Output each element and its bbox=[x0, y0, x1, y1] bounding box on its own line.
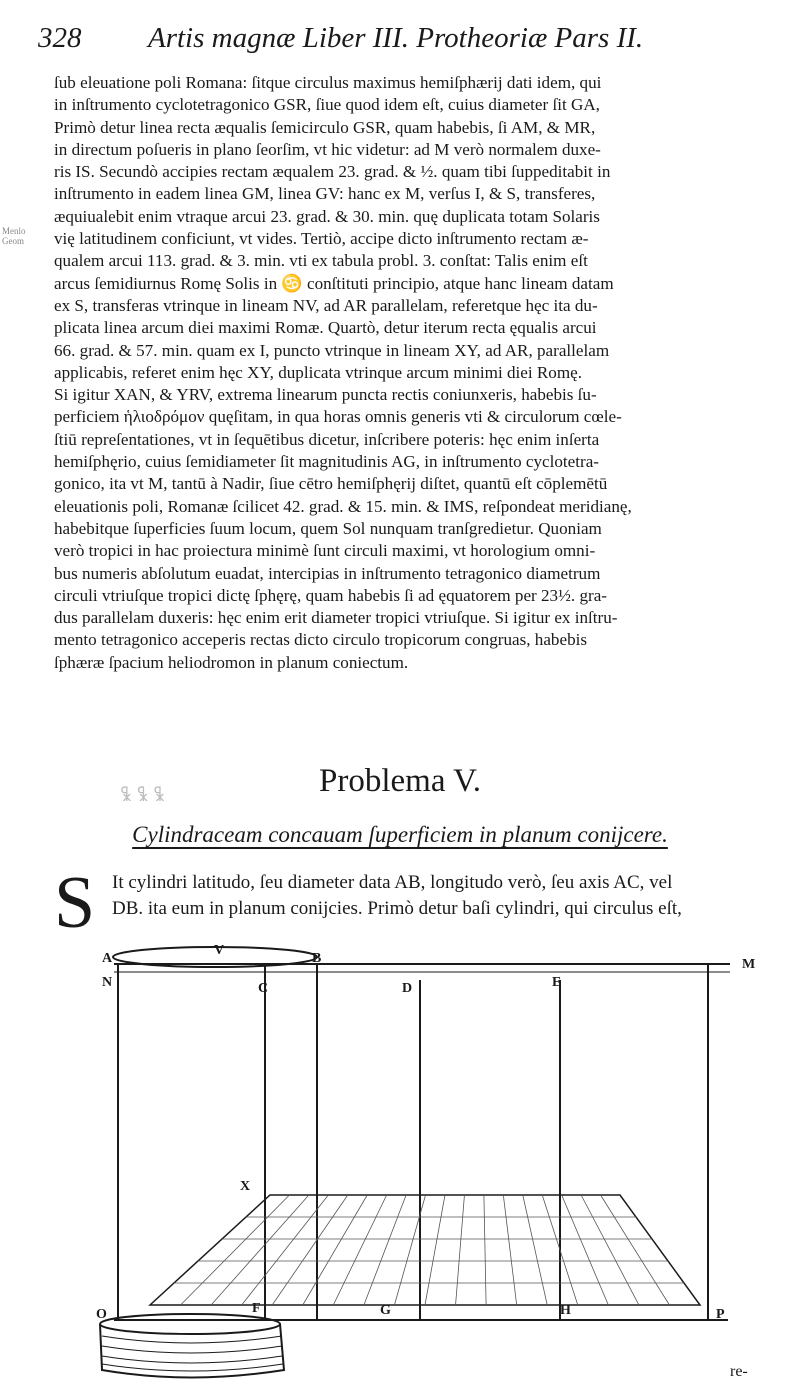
text-line: qualem arcui 113. grad. & 3. min. vti ex tabula probl. 3. conſtat: Talis enim eſt bbox=[54, 251, 588, 271]
text-line: bus numeris abſolutum euadat, intercipias in inſtrumento tetragonico diametrum bbox=[54, 563, 601, 583]
projected-surface bbox=[150, 1195, 700, 1305]
text-line: mento tetragonico acceperis rectas dicto circulo tropicorum congruas, habebis bbox=[54, 630, 588, 650]
grid-line-vertical bbox=[484, 1195, 486, 1305]
label-f: F bbox=[252, 1301, 261, 1316]
grid-line-vertical bbox=[456, 1195, 465, 1305]
running-head-title: Artis magnæ Liber III. Protheoriæ Pars II. bbox=[148, 22, 644, 54]
grid-line-vertical bbox=[181, 1195, 290, 1305]
text-line: inſtrumento in eadem linea GM, linea GV: hanc ex M, verſus I, & S, transferes, bbox=[54, 184, 596, 204]
catchword: re- bbox=[730, 1363, 748, 1380]
text-line: hemiſphęrio, cuius ſemidiameter ſit magnitudinis AG, in inſtrumento cyclotetra- bbox=[54, 452, 599, 472]
text-line: perficiem ἡλιοδρόμον quęſitam, in qua horas omnis generis vti & circulorum cœle- bbox=[54, 407, 622, 427]
text-line: eleuationis poli, Romanæ ſcilicet 42. grad. & 15. min. & IMS, reſpondeat meridianę, bbox=[54, 496, 632, 516]
label-c: C bbox=[258, 981, 269, 996]
text-line: vię latitudinem conficiunt, vt vides. Tertiò, accipe dicto inſtrumento rectam æ- bbox=[54, 229, 589, 249]
drop-capital: S bbox=[54, 862, 96, 944]
surface-grid bbox=[174, 1195, 684, 1305]
label-b: B bbox=[312, 951, 322, 966]
grid-line-vertical bbox=[581, 1195, 639, 1305]
text-line: circuli vtriuſque tropici dictę ſphęrę, quam habebis ſi ad ęquatorem per 23½. gra- bbox=[54, 585, 607, 605]
text-line: ex S, transferas vtrinque in lineam NV, ad AR parallelam, referetque hęc ita du- bbox=[54, 295, 598, 315]
text-line: ſphæræ ſpacium heliodromon in planum coniectum. bbox=[54, 652, 409, 672]
problem-subtitle: Cylindraceam concauam ſuperficiem in planum conijcere. bbox=[132, 822, 668, 847]
grid-line-vertical bbox=[523, 1195, 547, 1305]
text-line: gonico, ita vt M, tantū à Nadir, ſiue cētro hemiſphęrij diſtet, quantū eſt cōplemētū bbox=[54, 474, 608, 494]
label-x: X bbox=[240, 1179, 251, 1194]
body-paragraph bbox=[54, 72, 784, 674]
grid-line-vertical bbox=[272, 1195, 348, 1305]
label-d: D bbox=[402, 981, 413, 996]
text-line: applicabis, referet enim hęc XY, duplicata vtrinque arcum minimi diei Romę. bbox=[54, 362, 583, 382]
grid-line-vertical bbox=[242, 1195, 329, 1305]
page-number: 328 bbox=[38, 22, 82, 54]
grid-line-vertical bbox=[211, 1195, 309, 1305]
problem-paragraph bbox=[112, 870, 782, 922]
cylinder-projection-figure bbox=[90, 940, 790, 1380]
grid-line-vertical bbox=[333, 1195, 386, 1305]
text-line: ſub eleuatione poli Romana: ſitque circulus maximus hemiſphærij dati idem, qui bbox=[54, 73, 602, 92]
text-line: in directum poſueris in plano ſeorſim, vt hic videtur: ad M verò normalem duxe- bbox=[54, 139, 601, 159]
running-head bbox=[38, 22, 778, 62]
label-a: A bbox=[102, 951, 113, 966]
grid-line-vertical bbox=[364, 1195, 406, 1305]
label-n: N bbox=[102, 975, 113, 990]
text-line: verò tropici in hac proiectura minimè ſunt circuli maximi, vt horologium omni- bbox=[54, 541, 596, 561]
text-line: habebitque ſuperficies ſuum locum, quem Sol nunquam tranſgredietur. Quoniam bbox=[54, 518, 602, 538]
label-e: E bbox=[552, 975, 562, 990]
label-h: H bbox=[560, 1303, 571, 1318]
text-line: æquiualebit enim vtraque arcui 23. grad. & 30. min. quę duplicata totam Solaris bbox=[54, 206, 600, 226]
cylinder-base bbox=[100, 1314, 284, 1378]
text-line: dus parallelam duxeris: hęc enim erit diameter tropici vtriuſque. Si igitur ex inſtru- bbox=[54, 608, 618, 628]
text-line: It cylindri latitudo, ſeu diameter data AB, longitudo verò, ſeu axis AC, vel bbox=[112, 872, 673, 893]
margin-note: Menlo Geom bbox=[2, 226, 26, 246]
text-line: in inſtrumento cyclotetragonico GSR, ſiue quod idem eſt, cuius diameter ſit GA, bbox=[54, 95, 600, 115]
text-line: DB. ita eum in planum conijcies. Primò detur baſi cylindri, qui circulus eſt, bbox=[112, 898, 682, 919]
text-line: Primò detur linea recta æqualis ſemicirculo GSR, quam habebis, ſi AM, & MR, bbox=[54, 117, 596, 137]
text-line: 66. grad. & 57. min. quam ex I, puncto vtrinque in lineam XY, ad AR, parallelam bbox=[54, 340, 610, 360]
text-line: ris IS. Secundò accipies rectam æqualem 23. grad. & ½. quam tibi ſuppeditabit in bbox=[54, 162, 611, 182]
text-line: arcus ſemidiurnus Romę Solis in ♋ conſtituti principio, atque hanc lineam datam bbox=[54, 273, 614, 293]
grid-line-vertical bbox=[303, 1195, 367, 1305]
text-line: ſtiū repreſentationes, vt in ſequētibus dicetur, inſcribere poteris: hęc enim inſerta bbox=[54, 429, 600, 449]
label-o: O bbox=[96, 1307, 107, 1322]
grid-line-vertical bbox=[503, 1195, 516, 1305]
label-g: G bbox=[380, 1303, 391, 1318]
show-through-text: ☧ ☧ ☧ bbox=[120, 788, 166, 805]
text-line: plicata linea arcum diei maximi Romæ. Quartò, detur iterum recta ęqualis arcui bbox=[54, 318, 597, 338]
problem-heading: Problema V. bbox=[319, 763, 481, 799]
label-m: M bbox=[742, 957, 756, 972]
grid-line-vertical bbox=[425, 1195, 445, 1305]
grid-line-vertical bbox=[562, 1195, 609, 1305]
label-v: V bbox=[214, 943, 225, 958]
label-p: P bbox=[716, 1307, 725, 1322]
text-line: Si igitur XAN, & YRV, extrema linearum puncta rectis coniunxeris, habebis ſu- bbox=[54, 385, 597, 405]
